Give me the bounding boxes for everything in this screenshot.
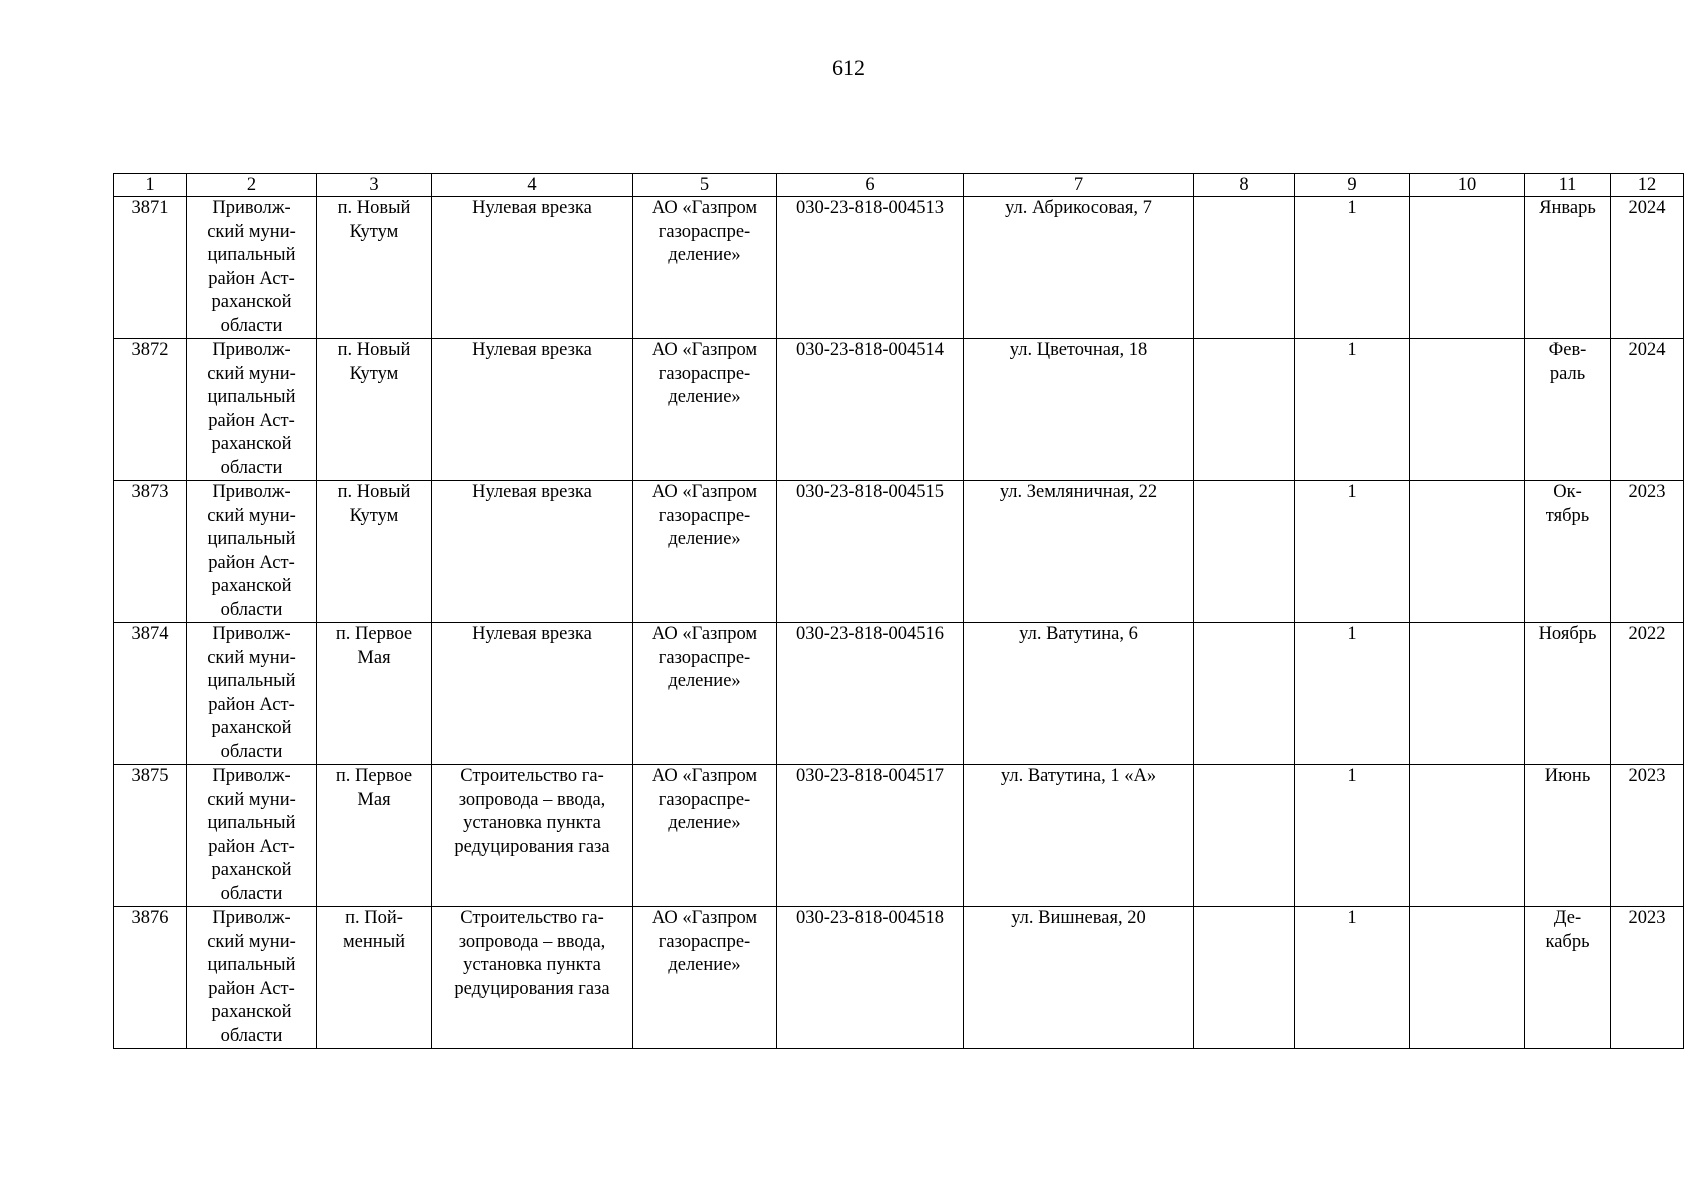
column-number-1: 1 xyxy=(114,174,187,197)
address: ул. Ватутина, 1 «А» xyxy=(964,765,1194,907)
application-number: 030-23-818-004515 xyxy=(777,481,964,623)
row-number: 3872 xyxy=(114,339,187,481)
work-type: Нулевая врезка xyxy=(432,339,633,481)
month: Июнь xyxy=(1525,765,1611,907)
address: ул. Ватутина, 6 xyxy=(964,623,1194,765)
row-number: 3875 xyxy=(114,765,187,907)
municipality: Приволж- ский муни- ципальный район Аст- раханской области xyxy=(187,481,317,623)
column-number-3: 3 xyxy=(317,174,432,197)
address: ул. Абрикосовая, 7 xyxy=(964,197,1194,339)
year: 2022 xyxy=(1611,623,1684,765)
column-8-value xyxy=(1194,339,1295,481)
organization: АО «Газпром газораспре- деление» xyxy=(633,907,777,1049)
table-row xyxy=(114,197,1684,339)
column-number-11: 11 xyxy=(1525,174,1611,197)
organization: АО «Газпром газораспре- деление» xyxy=(633,765,777,907)
column-number-9: 9 xyxy=(1295,174,1410,197)
column-8-value xyxy=(1194,197,1295,339)
quantity: 1 xyxy=(1295,765,1410,907)
work-type: Нулевая врезка xyxy=(432,623,633,765)
organization: АО «Газпром газораспре- деление» xyxy=(633,339,777,481)
application-number: 030-23-818-004516 xyxy=(777,623,964,765)
table-row xyxy=(114,481,1684,623)
row-number: 3874 xyxy=(114,623,187,765)
quantity: 1 xyxy=(1295,481,1410,623)
application-number: 030-23-818-004518 xyxy=(777,907,964,1049)
application-number: 030-23-818-004517 xyxy=(777,765,964,907)
year: 2024 xyxy=(1611,339,1684,481)
column-10-value xyxy=(1410,623,1525,765)
municipality: Приволж- ский муни- ципальный район Аст- раханской области xyxy=(187,197,317,339)
municipality: Приволж- ский муни- ципальный район Аст- раханской области xyxy=(187,765,317,907)
year: 2024 xyxy=(1611,197,1684,339)
column-number-12: 12 xyxy=(1611,174,1684,197)
table-body xyxy=(114,197,1684,1049)
table-row xyxy=(114,339,1684,481)
table-row xyxy=(114,765,1684,907)
quantity: 1 xyxy=(1295,339,1410,481)
column-number-7: 7 xyxy=(964,174,1194,197)
register-table xyxy=(113,173,1684,1049)
page-number: 612 xyxy=(832,55,865,80)
address: ул. Вишневая, 20 xyxy=(964,907,1194,1049)
quantity: 1 xyxy=(1295,623,1410,765)
settlement: п. Первое Мая xyxy=(317,623,432,765)
application-number: 030-23-818-004513 xyxy=(777,197,964,339)
column-number-5: 5 xyxy=(633,174,777,197)
column-number-10: 10 xyxy=(1410,174,1525,197)
municipality: Приволж- ский муни- ципальный район Аст- раханской области xyxy=(187,907,317,1049)
work-type: Нулевая врезка xyxy=(432,197,633,339)
settlement: п. Пой- менный xyxy=(317,907,432,1049)
column-10-value xyxy=(1410,907,1525,1049)
application-number: 030-23-818-004514 xyxy=(777,339,964,481)
address: ул. Цветочная, 18 xyxy=(964,339,1194,481)
settlement: п. Новый Кутум xyxy=(317,197,432,339)
column-8-value xyxy=(1194,481,1295,623)
work-type: Нулевая врезка xyxy=(432,481,633,623)
work-type: Строительство га- зопровода – ввода, установка пункта редуцирования газа xyxy=(432,765,633,907)
year: 2023 xyxy=(1611,481,1684,623)
table-header xyxy=(114,174,1684,197)
row-number: 3876 xyxy=(114,907,187,1049)
column-number-8: 8 xyxy=(1194,174,1295,197)
column-8-value xyxy=(1194,907,1295,1049)
month: Ноябрь xyxy=(1525,623,1611,765)
table-row xyxy=(114,623,1684,765)
quantity: 1 xyxy=(1295,907,1410,1049)
month: Де- кабрь xyxy=(1525,907,1611,1049)
header-row xyxy=(114,174,1684,197)
address: ул. Земляничная, 22 xyxy=(964,481,1194,623)
quantity: 1 xyxy=(1295,197,1410,339)
municipality: Приволж- ский муни- ципальный район Аст- раханской области xyxy=(187,623,317,765)
organization: АО «Газпром газораспре- деление» xyxy=(633,481,777,623)
row-number: 3873 xyxy=(114,481,187,623)
column-10-value xyxy=(1410,339,1525,481)
table-row xyxy=(114,907,1684,1049)
row-number: 3871 xyxy=(114,197,187,339)
column-number-6: 6 xyxy=(777,174,964,197)
organization: АО «Газпром газораспре- деление» xyxy=(633,623,777,765)
column-number-4: 4 xyxy=(432,174,633,197)
work-type: Строительство га- зопровода – ввода, установка пункта редуцирования газа xyxy=(432,907,633,1049)
organization: АО «Газпром газораспре- деление» xyxy=(633,197,777,339)
column-10-value xyxy=(1410,765,1525,907)
year: 2023 xyxy=(1611,907,1684,1049)
column-number-2: 2 xyxy=(187,174,317,197)
column-10-value xyxy=(1410,197,1525,339)
settlement: п. Первое Мая xyxy=(317,765,432,907)
month: Ок- тябрь xyxy=(1525,481,1611,623)
month: Фев- раль xyxy=(1525,339,1611,481)
column-8-value xyxy=(1194,623,1295,765)
settlement: п. Новый Кутум xyxy=(317,481,432,623)
column-10-value xyxy=(1410,481,1525,623)
month: Январь xyxy=(1525,197,1611,339)
column-8-value xyxy=(1194,765,1295,907)
year: 2023 xyxy=(1611,765,1684,907)
municipality: Приволж- ский муни- ципальный район Аст- раханской области xyxy=(187,339,317,481)
settlement: п. Новый Кутум xyxy=(317,339,432,481)
